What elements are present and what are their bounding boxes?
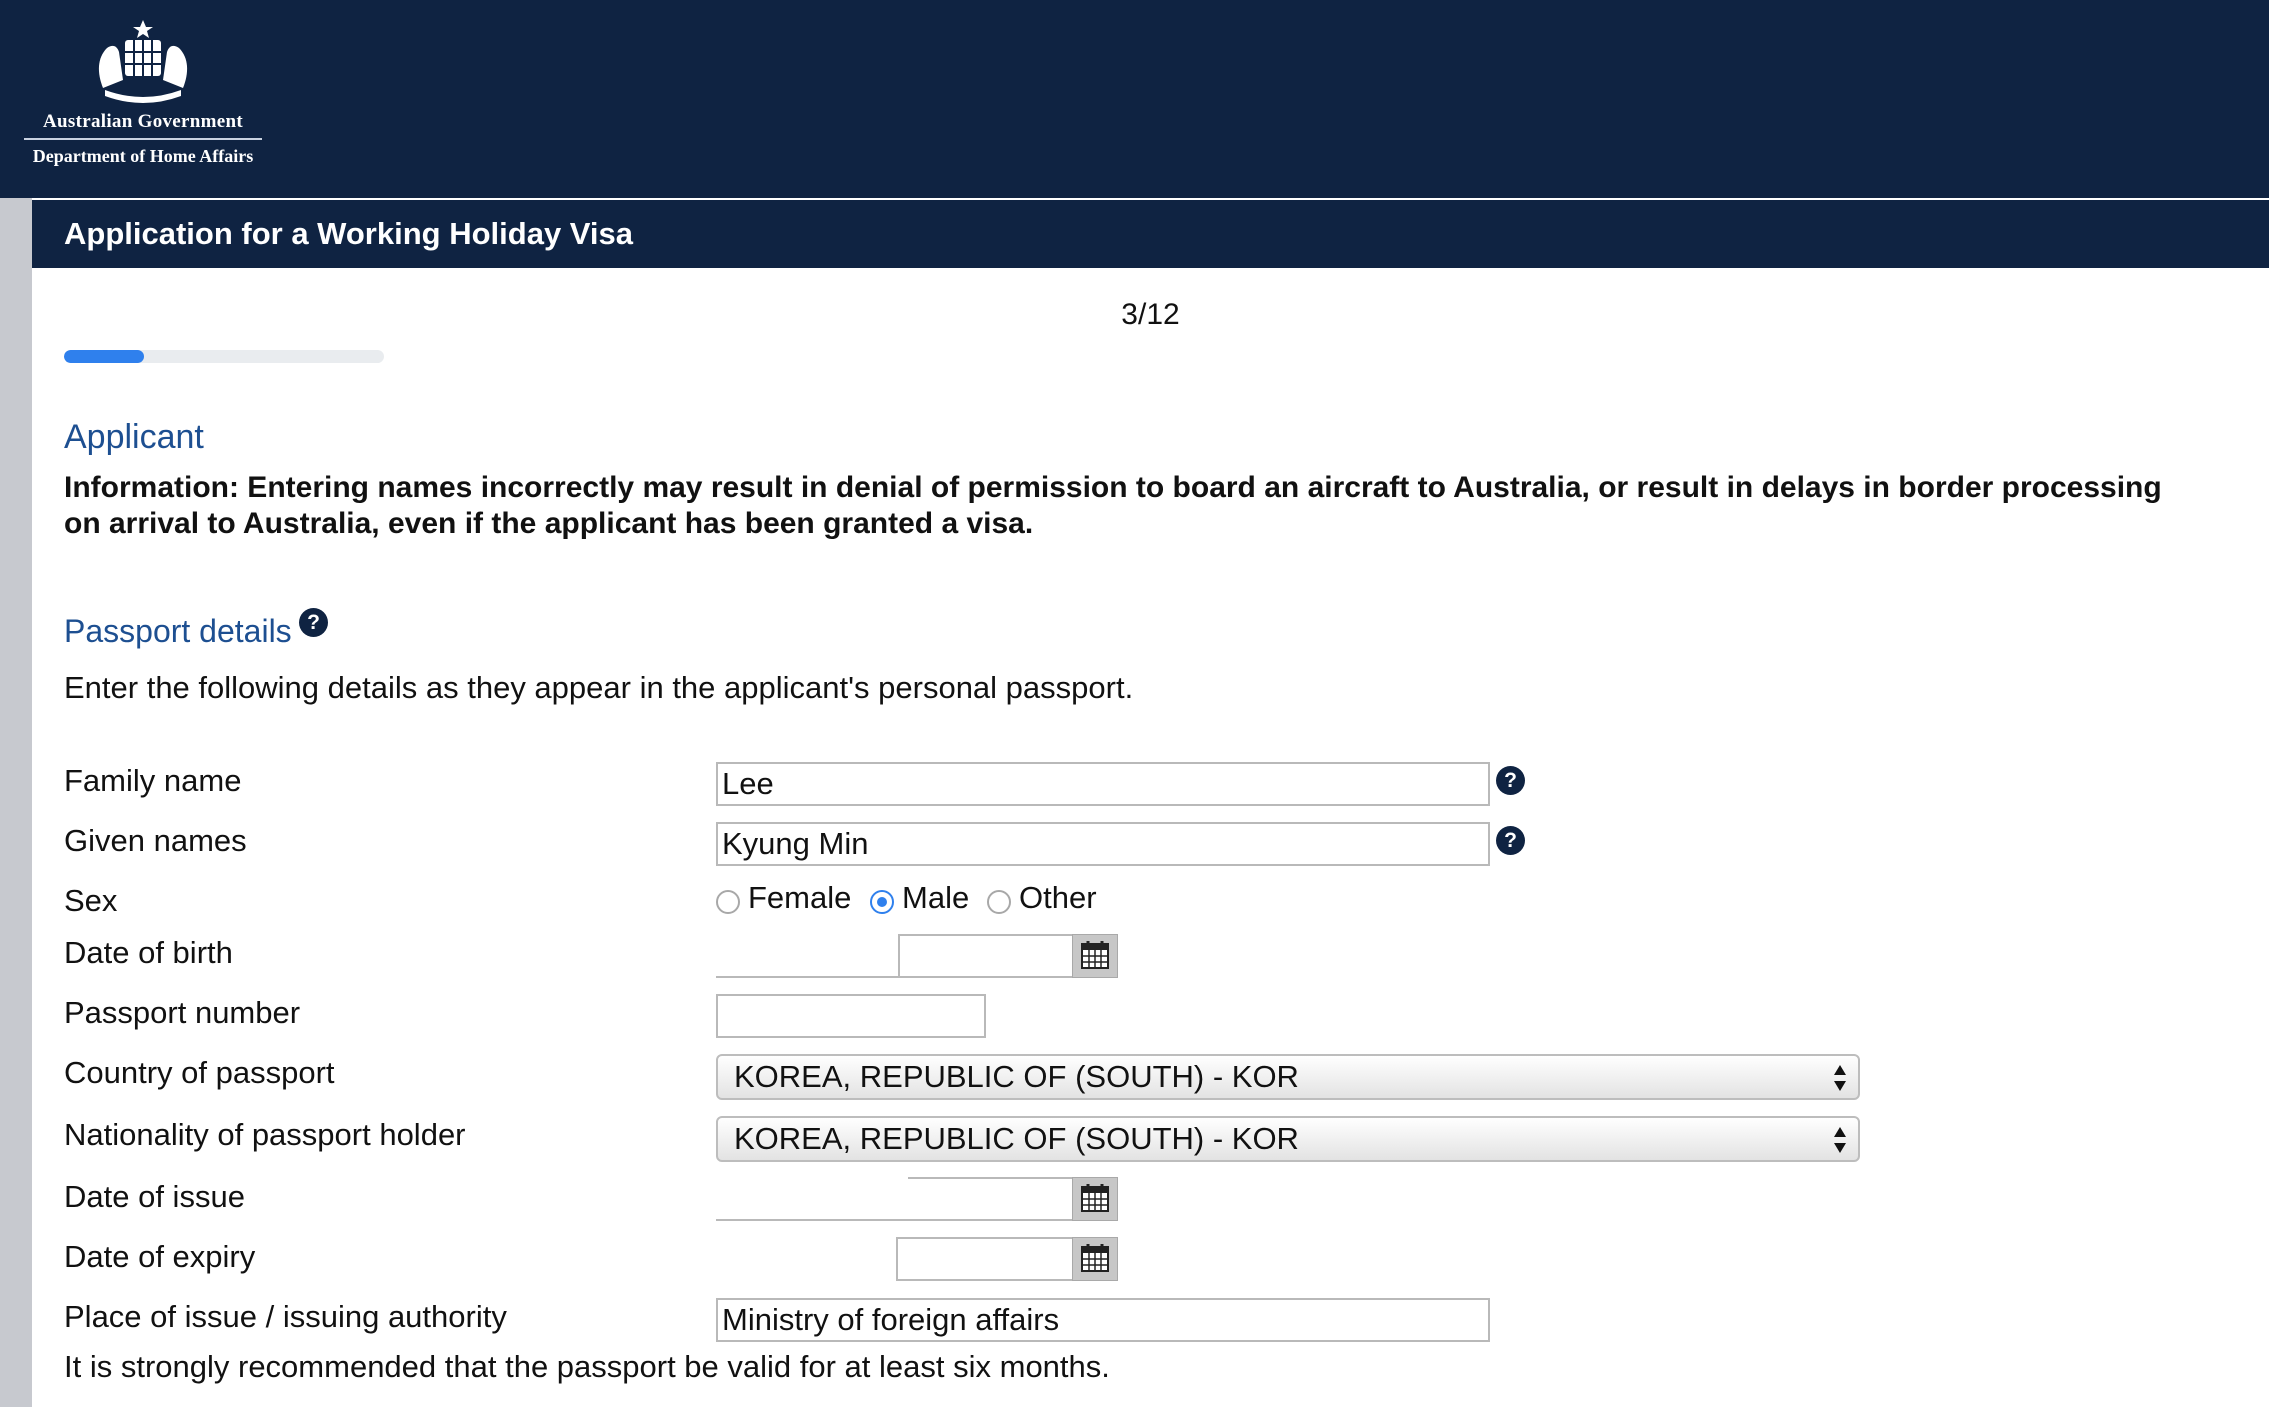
given-names-input[interactable] bbox=[716, 822, 1490, 866]
given-names-help-icon[interactable]: ? bbox=[1496, 826, 1525, 855]
sex-label: Sex bbox=[64, 883, 118, 918]
sex-female-radio[interactable] bbox=[716, 890, 740, 914]
sex-other-radio[interactable] bbox=[987, 890, 1011, 914]
progress-step-text: 3/12 bbox=[1121, 298, 1180, 331]
calendar-icon bbox=[1073, 935, 1117, 977]
sex-other-label[interactable]: Other bbox=[1019, 880, 1097, 915]
government-logo[interactable] bbox=[18, 18, 268, 174]
calendar-icon bbox=[1073, 1178, 1117, 1220]
country-of-passport-select[interactable] bbox=[716, 1054, 1860, 1100]
section-title-applicant: Applicant bbox=[64, 418, 204, 456]
sex-male-label[interactable]: Male bbox=[902, 880, 970, 915]
logo-department-name: Department of Home Affairs bbox=[32, 146, 254, 166]
left-rail bbox=[0, 198, 32, 1407]
nationality-value: KOREA, REPUBLIC OF (SOUTH) - KOR bbox=[734, 1121, 1299, 1156]
family-name-help-icon[interactable]: ? bbox=[1496, 766, 1525, 795]
nationality-label: Nationality of passport holder bbox=[64, 1117, 466, 1152]
country-of-passport-value: KOREA, REPUBLIC OF (SOUTH) - KOR bbox=[734, 1059, 1299, 1094]
date-of-birth-calendar-button[interactable] bbox=[1072, 934, 1118, 978]
date-of-expiry-calendar-button[interactable] bbox=[1072, 1237, 1118, 1281]
nationality-select[interactable] bbox=[716, 1116, 1860, 1162]
family-name-input[interactable] bbox=[716, 762, 1490, 806]
family-name-label: Family name bbox=[64, 763, 242, 798]
coat-of-arms-icon bbox=[83, 18, 203, 108]
name-warning-info: Information: Entering names incorrectly may result in denial of permission to board an aircraft to Australia, or result in delays in border processing on arrival to Australia, even if the applicant has been granted a visa. bbox=[64, 471, 2162, 540]
progress-bar bbox=[64, 350, 384, 363]
passport-number-label: Passport number bbox=[64, 995, 301, 1030]
passport-details-heading: Passport details bbox=[64, 613, 292, 649]
date-of-expiry-input[interactable] bbox=[896, 1237, 1072, 1281]
site-header bbox=[0, 0, 2269, 198]
place-of-issue-input[interactable] bbox=[716, 1298, 1490, 1342]
passport-details-help-icon[interactable]: ? bbox=[299, 608, 328, 637]
passport-number-input[interactable] bbox=[716, 994, 986, 1038]
page-title: Application for a Working Holiday Visa bbox=[32, 200, 2269, 268]
country-of-passport-label: Country of passport bbox=[64, 1055, 335, 1090]
given-names-label: Given names bbox=[64, 823, 247, 858]
date-of-birth-label: Date of birth bbox=[64, 935, 233, 970]
date-of-expiry-label: Date of expiry bbox=[64, 1239, 256, 1274]
date-of-issue-label: Date of issue bbox=[64, 1179, 245, 1214]
passport-validity-note: It is strongly recommended that the passport be valid for at least six months. bbox=[64, 1349, 1110, 1384]
place-of-issue-label: Place of issue / issuing authority bbox=[64, 1299, 507, 1334]
progress-bar-fill bbox=[64, 350, 144, 363]
date-of-issue-calendar-button[interactable] bbox=[1072, 1177, 1118, 1221]
select-arrows-icon bbox=[1832, 1123, 1848, 1157]
sex-female-label[interactable]: Female bbox=[748, 880, 852, 915]
sex-male-radio[interactable] bbox=[870, 890, 894, 914]
select-arrows-icon bbox=[1832, 1061, 1848, 1095]
date-of-issue-input[interactable] bbox=[716, 1177, 1072, 1221]
passport-intro-text: Enter the following details as they appear in the applicant's personal passport. bbox=[64, 670, 1134, 705]
calendar-icon bbox=[1073, 1238, 1117, 1280]
logo-divider bbox=[24, 138, 262, 140]
logo-org-name: Australian Government bbox=[43, 111, 243, 132]
date-of-birth-input[interactable] bbox=[716, 934, 1072, 978]
